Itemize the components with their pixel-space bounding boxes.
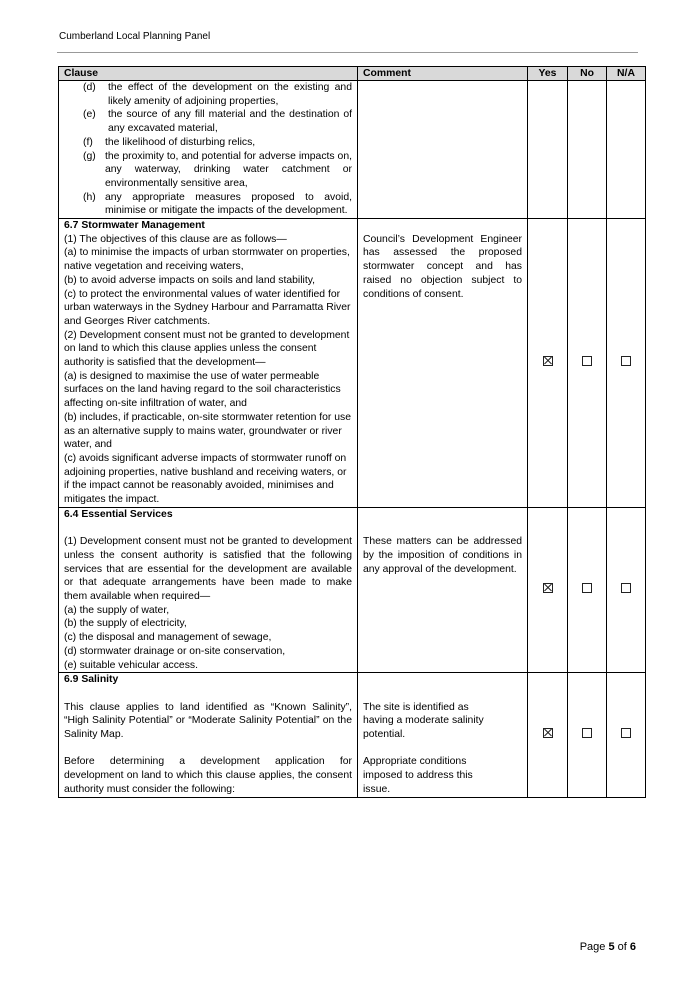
list-item: (e) the source of any fill material and the destination of any excavated material, <box>83 109 352 135</box>
table-row <box>59 507 646 672</box>
yes-cell <box>528 507 568 672</box>
comment-cell <box>358 507 528 672</box>
list-item: (g) the proximity to, and potential for adverse impacts on, any waterway, drinking water catchment or environmentally sensitive area, <box>83 150 352 189</box>
clause-cell <box>59 219 358 508</box>
clause-paragraph: (e) suitable vehicular access. <box>64 659 198 671</box>
clause-cell <box>59 507 358 672</box>
column-header-comment: Comment <box>358 67 528 81</box>
clause-title: 6.4 Essential Services <box>64 508 173 520</box>
clause-paragraph: (d) stormwater drainage or on-site conservation, <box>64 645 286 657</box>
no-cell <box>568 219 607 508</box>
clause-paragraph: (b) to avoid adverse impacts on soils and land stability, <box>64 274 316 286</box>
checked-checkbox[interactable] <box>543 356 553 366</box>
document-header: Cumberland Local Planning Panel <box>59 31 211 42</box>
clause-paragraph: This clause applies to land identified as “Known Salinity”, “High Salinity Potential” or “Moderate Salinity Potential” on the Salinity Map. <box>64 701 352 741</box>
table-header-row <box>59 67 646 81</box>
unchecked-checkbox[interactable] <box>582 728 592 738</box>
clause-paragraph: (a) the supply of water, <box>64 604 170 616</box>
column-header-no: No <box>568 67 607 81</box>
unchecked-checkbox[interactable] <box>582 583 592 593</box>
unchecked-checkbox[interactable] <box>621 583 631 593</box>
table-row <box>59 219 646 508</box>
column-header-clause: Clause <box>59 67 358 81</box>
comment-text: Council’s Development Engineer has assessed the proposed stormwater concept and has raised no objection subject to conditions of consent. <box>363 233 522 300</box>
yes-cell <box>528 219 568 508</box>
comment-cell <box>358 219 528 508</box>
page-number: Page 5 of 6 <box>579 941 636 953</box>
comment-cell <box>358 673 528 797</box>
na-cell <box>607 507 646 672</box>
column-header-yes: Yes <box>528 67 568 81</box>
clause-paragraph: (1) The objectives of this clause are as follows— <box>64 233 287 245</box>
no-cell <box>568 81 607 219</box>
clause-table <box>58 66 646 798</box>
no-cell <box>568 673 607 797</box>
clause-paragraph: (c) to protect the environmental values of water identified for urban waterways in the Sydney Harbour and Parramatta River and Georges River catchments. <box>64 288 351 327</box>
list-item: (h) any appropriate measures proposed to avoid, minimise or mitigate the impacts of the development. <box>83 191 352 217</box>
checked-checkbox[interactable] <box>543 583 553 593</box>
comment-text: Appropriate conditions imposed to address this issue. <box>363 756 473 795</box>
clause-cell <box>59 81 358 219</box>
table-row <box>59 81 646 219</box>
yes-cell <box>528 673 568 797</box>
unchecked-checkbox[interactable] <box>621 356 631 366</box>
clause-paragraph: (b) includes, if practicable, on-site stormwater retention for use as an alternative supply to mains water, groundwater or river water, and <box>64 411 352 451</box>
column-header-na: N/A <box>607 67 646 81</box>
na-cell <box>607 81 646 219</box>
table-row <box>59 673 646 797</box>
comment-text: These matters can be addressed by the imposition of conditions in any approval of the development. <box>363 536 522 575</box>
clause-paragraph: Before determining a development application for development on land to which this clause applies, the consent authority must consider the following: <box>64 756 352 795</box>
na-cell <box>607 219 646 508</box>
clause-paragraph: (b) the supply of electricity, <box>64 618 187 630</box>
checked-checkbox[interactable] <box>543 728 553 738</box>
clause-paragraph: (1) Development consent must not be granted to development unless the consent authority is satisfied that the following services that are essential for the development are available or that adequate arrangements have been made to make them available when required— <box>64 536 352 602</box>
clause-paragraph: (c) avoids significant adverse impacts of stormwater runoff on adjoining properties, native bushland and receiving waters, or if the impact cannot be reasonably avoided, minimises and mitigates the impact. <box>64 452 347 506</box>
clause-cell <box>59 673 358 797</box>
list-item: (f) the likelihood of disturbing relics, <box>83 136 256 148</box>
clause-paragraph: (a) is designed to maximise the use of water permeable surfaces on the land having regard to the soil characteristics affecting on-site infiltration of water, and <box>64 370 341 410</box>
no-cell <box>568 507 607 672</box>
list-item: (d) the effect of the development on the existing and likely amenity of adjoining properties, <box>83 82 352 107</box>
clause-title: 6.7 Stormwater Management <box>64 220 205 232</box>
comment-text: The site is identified as having a moderate salinity potential. <box>363 701 484 740</box>
yes-cell <box>528 81 568 219</box>
clause-paragraph: (a) to minimise the impacts of urban stormwater on properties, native vegetation and receiving waters, <box>64 247 350 273</box>
na-cell <box>607 673 646 797</box>
unchecked-checkbox[interactable] <box>582 356 592 366</box>
header-divider <box>57 52 638 53</box>
comment-cell <box>358 81 528 219</box>
clause-paragraph: (c) the disposal and management of sewage, <box>64 632 272 644</box>
clause-title: 6.9 Salinity <box>64 674 119 686</box>
clause-paragraph: (2) Development consent must not be granted to development on land to which this clause applies unless the consent authority is satisfied that the development— <box>64 329 350 369</box>
unchecked-checkbox[interactable] <box>621 728 631 738</box>
